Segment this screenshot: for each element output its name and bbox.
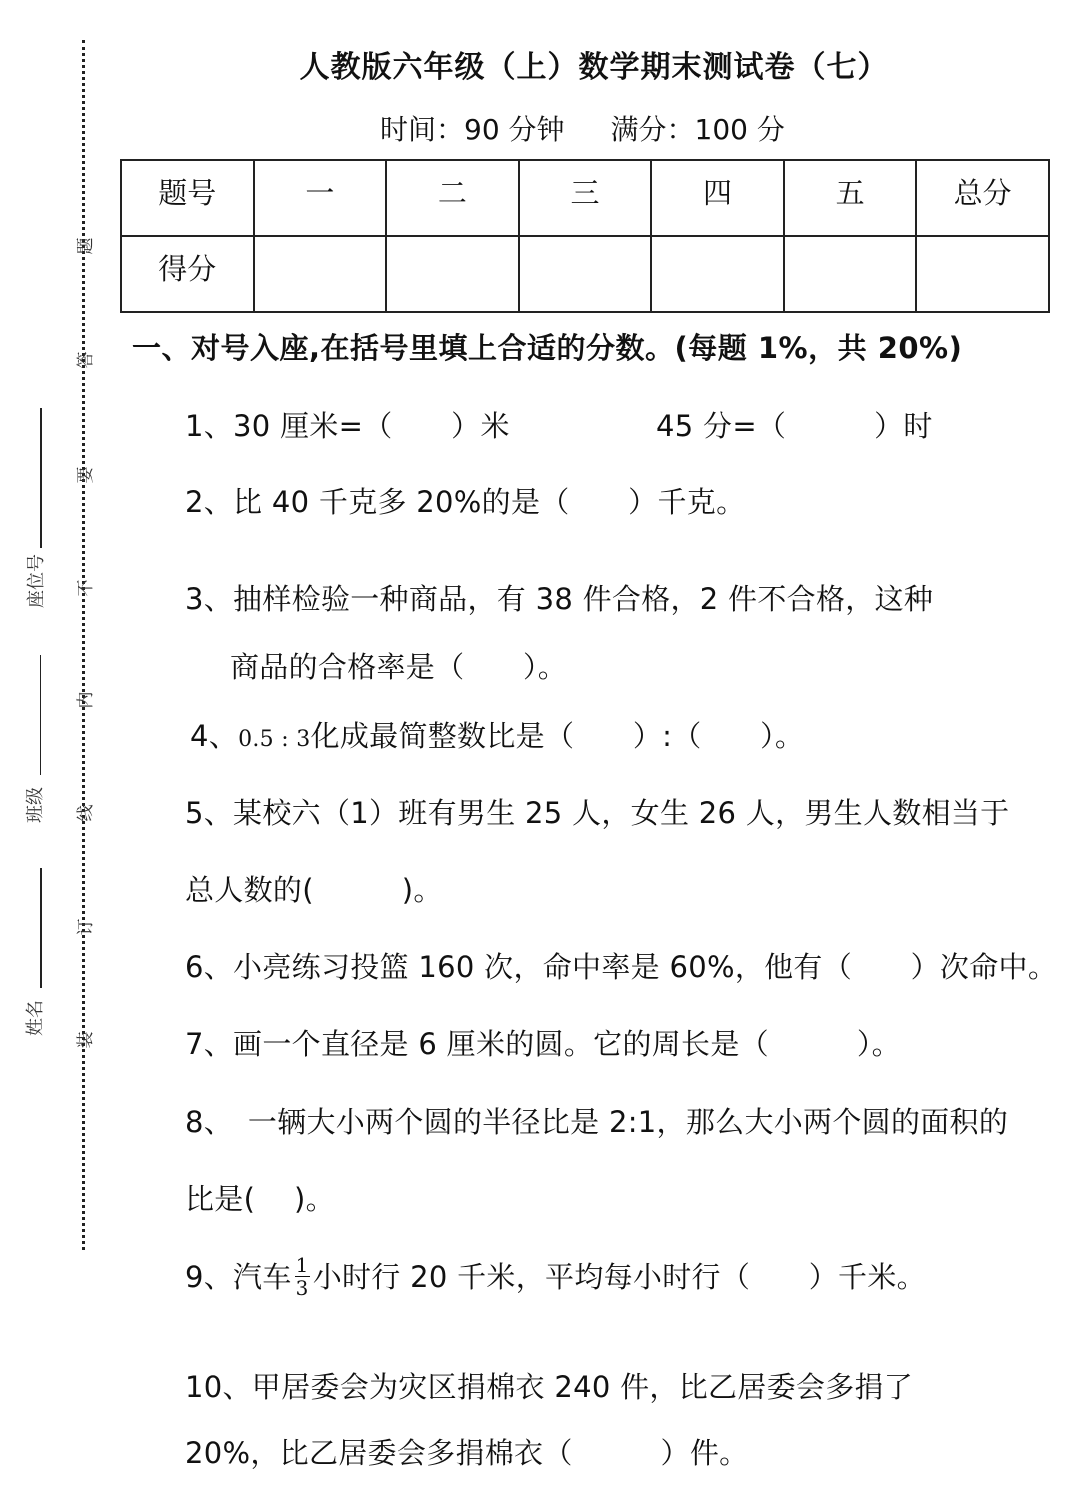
time-label: 时间：90 分钟 xyxy=(380,113,565,146)
score-cell-total[interactable] xyxy=(916,236,1049,312)
question-2: 2、比 40 千克多 20%的是（ ）千克。 xyxy=(185,485,746,519)
question-9-suffix: 小时行 20 千米，平均每小时行（ ）千米。 xyxy=(312,1260,926,1294)
margin-char-ti: 题 xyxy=(76,237,96,255)
question-3-line-2: 商品的合格率是（ ）。 xyxy=(230,650,568,684)
fraction-numerator: 1 xyxy=(295,1252,309,1277)
question-4-prefix: 4、 xyxy=(190,719,239,753)
score-cell-5[interactable] xyxy=(784,236,917,312)
question-7: 7、画一个直径是 6 厘米的圆。它的周长是（ ）。 xyxy=(185,1027,901,1061)
question-9 xyxy=(185,1252,926,1302)
binding-dotted-line xyxy=(82,40,85,1250)
fraction-denominator: 3 xyxy=(295,1275,309,1300)
score-table-header-number: 题号 xyxy=(121,160,254,236)
question-8-line-2: 比是( )。 xyxy=(185,1182,335,1216)
seat-number-line xyxy=(40,408,42,548)
exam-title: 人教版六年级（上）数学期末测试卷（七） xyxy=(299,50,889,85)
score-table-header-2: 二 xyxy=(386,160,519,236)
score-table-header-row xyxy=(121,160,1049,236)
class-label: 班级 xyxy=(25,787,46,823)
one-third-fraction xyxy=(295,1254,310,1299)
margin-char-zhuang: 装 xyxy=(76,1031,96,1049)
score-cell-1[interactable] xyxy=(254,236,387,312)
score-table-header-3: 三 xyxy=(519,160,652,236)
score-cell-4[interactable] xyxy=(651,236,784,312)
full-score-label: 满分：100 分 xyxy=(610,113,785,146)
question-1b: 45 分=（ ）时 xyxy=(656,409,933,443)
question-8-line-1: 8、 一辆大小两个圆的半径比是 2:1，那么大小两个圆的面积的 xyxy=(185,1105,1009,1139)
question-5-line-1: 5、某校六（1）班有男生 25 人，女生 26 人，男生人数相当于 xyxy=(185,796,1010,830)
margin-char-da: 答 xyxy=(76,351,96,369)
score-cell-3[interactable] xyxy=(519,236,652,312)
class-line xyxy=(40,655,41,775)
exam-subtitle xyxy=(380,108,785,148)
section-1-title: 一、对号入座,在括号里填上合适的分数。(每题 1%，共 20%) xyxy=(132,331,963,365)
score-table xyxy=(120,159,1050,313)
question-10-line-2: 20%，比乙居委会多捐棉衣（ ）件。 xyxy=(185,1436,749,1470)
score-cell-2[interactable] xyxy=(386,236,519,312)
seat-number-label: 座位号 xyxy=(26,554,47,608)
margin-char-yao: 要 xyxy=(76,466,96,484)
score-table-row-label: 得分 xyxy=(121,236,254,312)
score-table-header-1: 一 xyxy=(254,160,387,236)
margin-char-ding: 订 xyxy=(76,918,96,936)
question-4-suffix: 化成最简整数比是（ ）:（ ）。 xyxy=(310,719,805,753)
question-5-line-2: 总人数的( )。 xyxy=(185,873,443,907)
name-label: 姓名 xyxy=(25,1000,46,1036)
margin-char-bu: 不 xyxy=(76,579,96,597)
question-3-line-1: 3、抽样检验一种商品，有 38 件合格，2 件不合格，这种 xyxy=(185,582,934,616)
question-9-prefix: 9、汽车 xyxy=(185,1260,292,1294)
name-line xyxy=(40,868,42,988)
score-table-header-total: 总分 xyxy=(916,160,1049,236)
score-table-header-4: 四 xyxy=(651,160,784,236)
score-table-header-5: 五 xyxy=(784,160,917,236)
question-10-line-1: 10、甲居委会为灾区捐棉衣 240 件，比乙居委会多捐了 xyxy=(185,1370,914,1404)
question-6: 6、小亮练习投篮 160 次，命中率是 60%，他有（ ）次命中。 xyxy=(185,950,1058,984)
score-table-score-row xyxy=(121,236,1049,312)
question-4 xyxy=(190,714,804,755)
question-1a: 1、30 厘米=（ ）米 xyxy=(185,409,510,443)
margin-char-xian: 线 xyxy=(76,804,96,822)
question-4-ratio: 0.5 : 3 xyxy=(238,727,311,752)
margin-char-nei: 内 xyxy=(76,691,96,709)
